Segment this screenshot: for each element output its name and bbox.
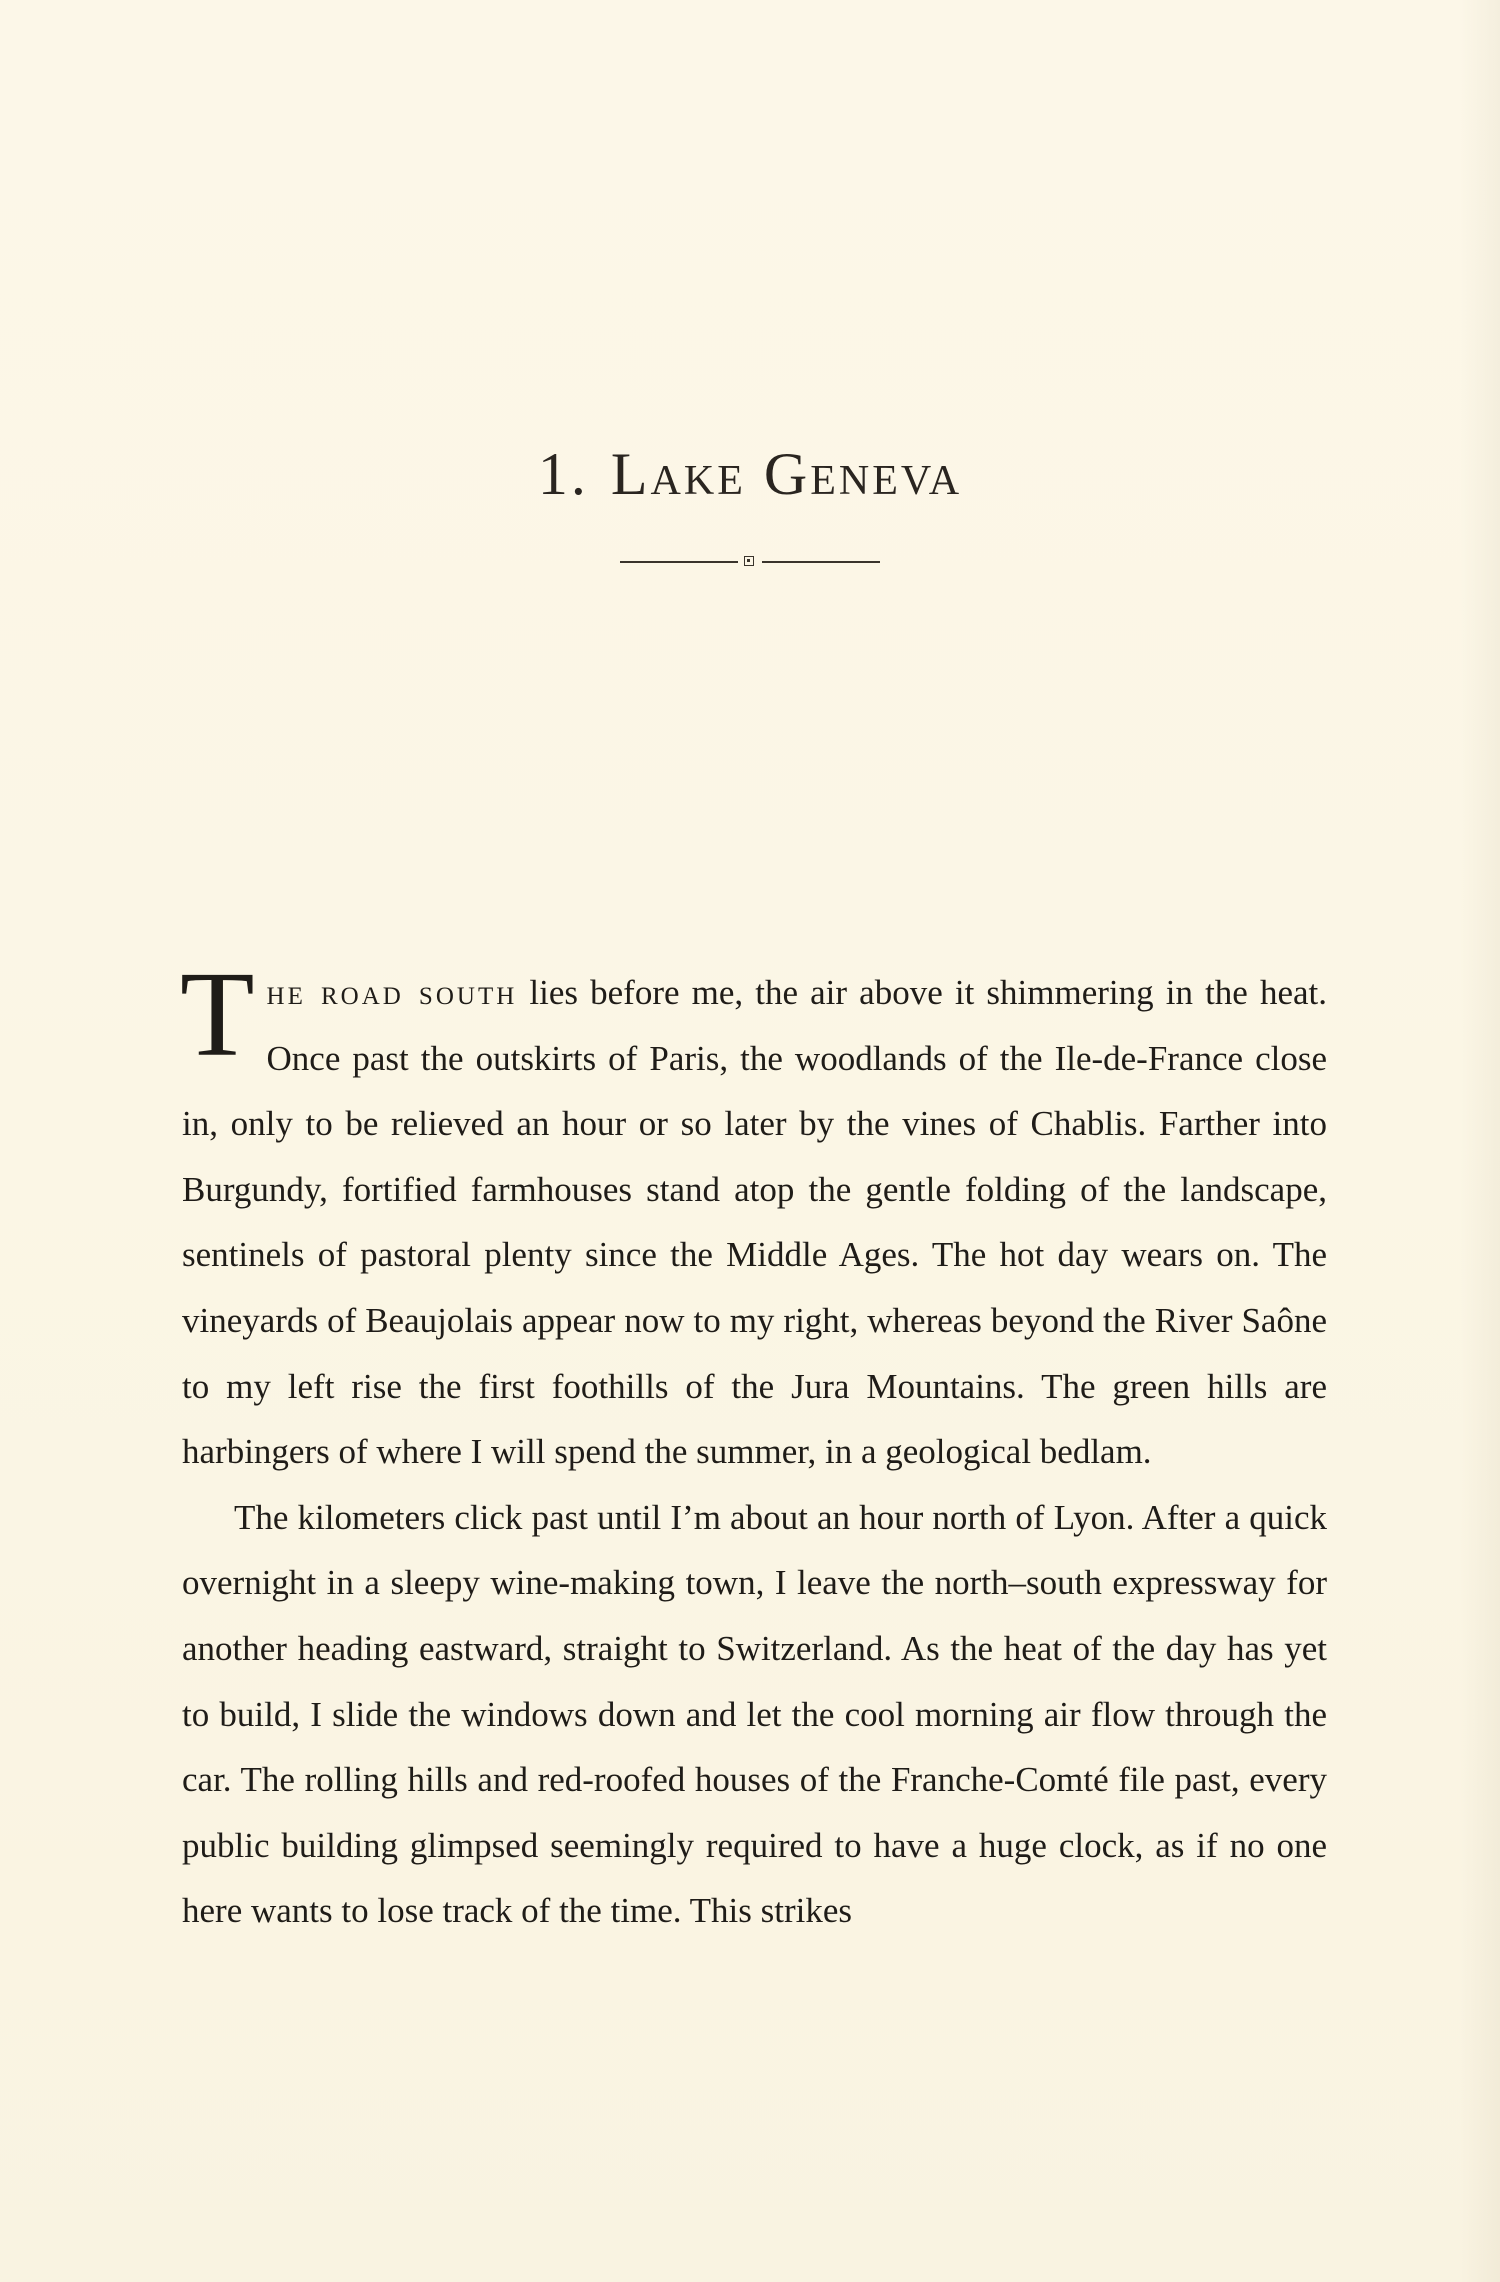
ornament-line-left	[620, 561, 738, 563]
drop-cap: T	[180, 947, 255, 1082]
chapter-number: 1.	[537, 441, 589, 507]
chapter-title: Lake Geneva	[610, 441, 963, 507]
paragraph-1-text: lies before me, the air above it shimmering in the heat. Once past the outskirts of Paris, the woodlands of the Ile-de-France close in, only to be relieved an hour or so later by the vines of Chablis. Farther into Burgundy, fortified farmhouses stand atop the gentle folding of the landscape, sentinels of pastoral plenty since the Middle Ages. The hot day wears on. The vineyards of Beaujolais appear now to my right, whereas beyond the River Saône to my left rise the first foothills of the Jura Mountains. The green hills are harbingers of where I will spend the summer, in a geological bedlam.	[182, 973, 1328, 1472]
chapter-ornament-divider	[620, 556, 880, 568]
body-text	[180, 947, 1328, 1944]
paragraph-1	[180, 947, 1328, 1485]
chapter-heading	[0, 440, 1500, 509]
ornament-square-icon	[744, 556, 754, 566]
page-edge-shadow	[1460, 0, 1500, 2282]
ornament-line-right	[762, 561, 880, 563]
paragraph-2: The kilometers click past until I’m about an hour north of Lyon. After a quick overnight in a sleepy wine-making town, I leave the north–south expressway for another heading eastward, straight to Switzerland. As the heat of the day has yet to build, I slide the windows down and let the cool morning air flow through the car. The rolling hills and red-roofed houses of the Franche-Comté file past, every public building glimpsed seemingly required to have a huge clock, as if no one here wants to lose track of the time. This strikes	[182, 1497, 1327, 1931]
lead-in-small-caps: he road south	[266, 973, 518, 1012]
